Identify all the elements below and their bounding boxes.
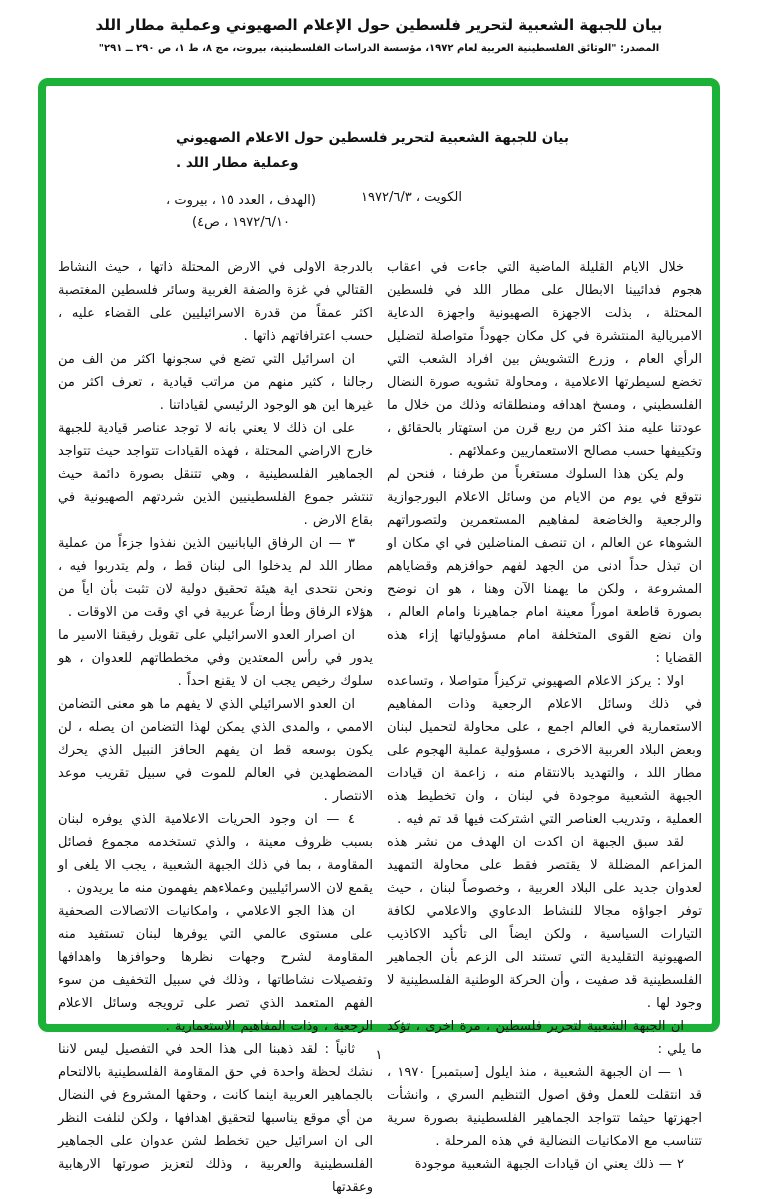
page-title: بيان للجبهة الشعبية لتحرير فلسطين حول الإعلام الصهيوني وعملية مطار اللد xyxy=(95,16,663,34)
paragraph: ٢ — ذلك يعني ان قيادات الجبهة الشعبية موجودة xyxy=(414,1157,684,1172)
source-citation: المصدر: "الوثائق الفلسطينية العربية لعام ١٩٧٢، مؤسسة الدراسات الفلسطينية، بيروت، مج ٨، ط ١، ص ٢٩٠ ــ ٢٩١" xyxy=(98,43,660,54)
paragraph: ٣ — ان الرفاق اليابانيين الذين نفذوا جزءاً من عملية مطار اللد لم يدخلوا الى لبنان قط ، ولم يتدربوا فيه ، ونحن نتحدى اية هيئة تحقيق دولية لان تثبت بأن اياً من هؤلاء الرفاق وطأ ارضاً عربية في اي وقت من الاوقات . xyxy=(58,536,373,620)
paragraph: ١ — ان الجبهة الشعبية ، منذ ايلول [سبتمبر] ١٩٧٠ ، قد انتقلت للعمل وفق اصول التنظيم السري ، وانشأت اجهزتها حيثما تتواجد الجماهير الفلسطينية بصورة سرية تتناسب مع الامكانيات النضالية في هذه المرحلة . xyxy=(387,1065,702,1149)
paragraph: لقد سبق الجبهة ان اكدت ان الهدف من نشر هذه المزاعم المضللة لا يقتصر فقط على محاولة التمهيد لعدوان جديد على البلاد العربية ، وخصوصاً لبنان ، حيث توفر اجواؤه مجالا للنشاط الدعاوي والاعلامي لكافة التيارات السياسية ، ولكن ايضاً الى تأكيد الاكاذيب الصهيونية التقليدية التي تستند الى الزعم بأن الجماهير الفلسطينية قد صفيت ، وأن الحركة الوطنية الفلسطينية لا وجود لها . xyxy=(387,835,702,1011)
green-border-frame xyxy=(38,78,720,1195)
paragraph: ٤ — ان وجود الحريات الاعلامية الذي يوفره لبنان بسبب ظروف معينة ، والذي تستخدمه مجموع فصائل المقاومة ، بما في ذلك الجبهة الشعبية ، يجب الا يلغى او يقمع لان الاسرائيليين وعملاءهم يفهمون منه ما يريدون . xyxy=(58,812,373,896)
paragraph: ان الجبهة الشعبية لتحرير فلسطين ، مرة اخرى ، تؤكد ما يلي : xyxy=(387,1019,702,1057)
statement-title-line1: بيان للجبهة الشعبية لتحرير فلسطين حول الاعلام الصهيوني xyxy=(176,130,569,146)
page-number: ١ xyxy=(375,1048,383,1063)
paragraph: ثانياً : لقد ذهبنا الى هذا الحد في التفصيل ليس لاننا نشك لحظة واحدة في حق المقاومة الفلسطينية بالالتحام بالجماهير العربية اينما كانت ، وحقها المشروع في النضال من أي موقع يناسبها لتحقيق اهدافها ، ولكن لنلفت النظر الى ان اسرائيل حين تخطط لشن عدوان على الجماهير الفلسطينية والعربية ، وذلك لتعزيز صورتها الارهابية وعقدتها xyxy=(58,1042,373,1195)
publication-citation xyxy=(166,190,316,234)
paragraph: على ان ذلك لا يعني بانه لا توجد عناصر قيادية للجبهة خارج الاراضي المحتلة ، فهذه القيادات تتواجد حيث تتواجد الجماهير الفلسطينية ، وهي تتنقل بصورة دائمة حيث تنتشر جموع الفلسطينيين الذين شردتهم الصهيونية في بقاع الارض . xyxy=(58,421,373,528)
paragraph: ان اصرار العدو الاسرائيلي على تقويل رفيقنا الاسير ما يدور في رأس المعتدين وفي مخططاتهم للعدوان ، هو سلوك رخيص يجب ان لا يقنع احداً . xyxy=(58,628,373,689)
paragraph: ان هذا الجو الاعلامي ، وامكانيات الاتصالات الصحفية على مستوى عالمي التي يوفرها لبنان تستفيد منه المقاومة لشرح وجهات نظرها وحوافزها واهدافها وتفصيلات نشاطاتها ، وذلك في سبيل التخفيف من سوء الفهم المتعمد الذي تصر على ترويجه وسائل الاعلام الرجعية ، وذات المفاهيم الاستعمارية . xyxy=(58,904,373,1034)
paragraph: ان اسرائيل التي تضع في سجونها اكثر من الف من رجالنا ، كثير منهم من مراتب قيادية ، تعرف اكثر من غيرها اين هو الوجود الرئيسي لقياداتنا . xyxy=(58,352,373,413)
publication-citation-line1: (الهدف ، العدد ١٥ ، بيروت ، xyxy=(166,193,316,208)
document-header xyxy=(0,16,758,54)
statement-title-line2: وعملية مطار اللد . xyxy=(176,155,299,171)
paragraph: بالدرجة الاولى في الارض المحتلة ذاتها ، حيث النشاط القتالي في غزة والضفة الغربية وسائر فلسطين المغتصبة اكثر عمقاً من قدرة الاسرائيليين على القضاء عليه ، حسب اعترافاتهم ذاتها . xyxy=(58,260,373,344)
paragraph: ان العدو الاسرائيلي الذي لا يفهم ما هو معنى التضامن الاممي ، والمدى الذي يمكن لهذا التضامن ان يصله ، لن يكون بوسعه قط ان يفهم الحافز النبيل الذي يحرك المضطهدين في العالم للموت في سبيل تقريب موعد الانتصار . xyxy=(58,697,373,804)
statement-title xyxy=(58,126,702,176)
paragraph: ولم يكن هذا السلوك مستغرباً من طرفنا ، فنحن لم نتوقع في يوم من الايام من وسائل الاعلام البورجوازية والرجعية والخاضعة لمفاهيم المستعمرين ولتصوراتهم الشوهاء عن العالم ، ان تنصف المناضلين في اي مكان او ان تبذل حداً ادنى من الجهد لفهم حوافزهم وقضاياهم المشروعة ، ولكن ما يهمنا الآن وهنا ، هو ان نوضح بصورة قاطعة اموراً معينة امام جماهيرنا وامام العالم ، وان نضع القوى المتخلفة امام مسؤولياتها إزاء هذه القضايا : xyxy=(387,467,702,666)
dateline-location: الكويت ، ١٩٧٢/٦/٣ xyxy=(361,190,462,205)
paragraph: اولا : يركز الاعلام الصهيوني تركيزاً متواصلا ، وتساعده في ذلك وسائل الاعلام الرجعية وذات المفاهيم الاستعمارية في العالم اجمع ، على محاولة لتحميل لبنان وبعض البلاد العربية الاخرى ، مسؤولية عملية الهجوم على مطار اللد ، والتهديد بالانتقام منه ، زاعمة ان قيادات الجبهة الشعبية موجودة في لبنان ، وان تخطيط هذه العملية ، وتدريب العناصر التي اشتركت فيها قد تم فيه . xyxy=(387,674,702,827)
publication-citation-line2: ١٩٧٢/٦/١٠ ، ص٤) xyxy=(192,215,290,230)
dateline-row xyxy=(58,190,702,252)
document-body xyxy=(46,126,712,1195)
paragraph: خلال الايام القليلة الماضية التي جاءت في اعقاب هجوم فدائيينا الابطال على مطار اللد في فلسطين المحتلة ، بذلت الاجهزة الصهيونية واجهزة الدعاية الامبريالية المنتشرة في كل مكان جهوداً متواصلة لتضليل الرأي العام ، وزرع التشويش بين افراد الشعب التي تخضع لسيطرتها الاعلامية ، ومحاولة تشويه صورة النضال الفلسطيني ، ومسخ اهدافه ومنطلقاته وذلك من خلال ما عودتنا عليه منذ اكثر من ربع قرن من استهتار بالحقائق ، وتكييفها حسب مصالح الاستعماريين وعملائهم . xyxy=(387,260,702,459)
